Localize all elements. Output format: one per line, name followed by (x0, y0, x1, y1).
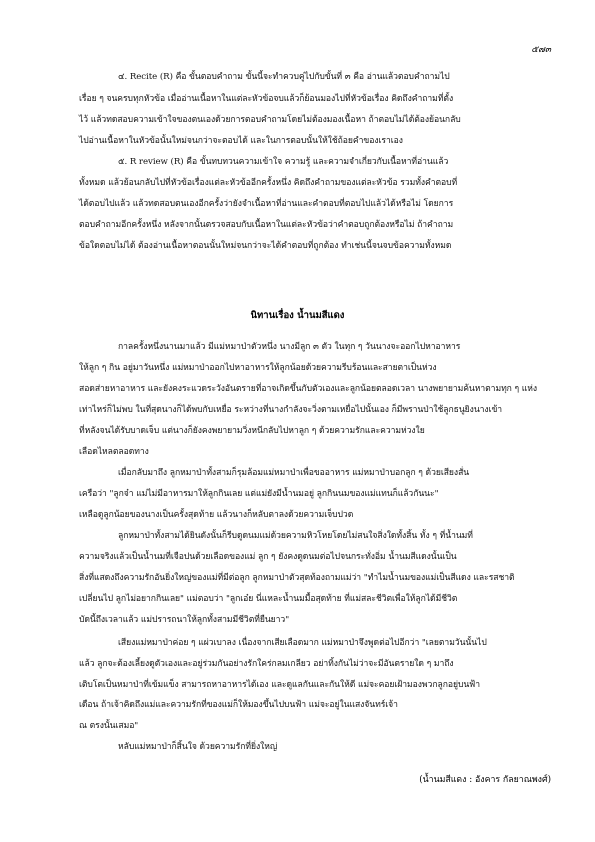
paragraph-line: เติบโตเป็นหมาป่าที่เข้มแข็ง สามารถหาอาหารได้เอง และดูแลกันและกันให้ดี แม่จะคอยเฝ้ามองพวกลูกอยู่บนฟ้า (79, 680, 480, 690)
paragraph-line: ทั้งหมด แล้วย้อนกลับไปที่หัวข้อเรื่องแต่ละหัวข้ออีกครั้งหนึ่ง คิดถึงคำถามของแต่ละหัวข้อ รวมทั้งคำตอบที่ (79, 178, 458, 188)
paragraph-line: เปลี่ยนไป ลูกไม่อยากกินเลย" แม่ตอบว่า "ลูกเอ๋ย นี่แหละน้ำนมมื้อสุดท้าย ที่แม่สละชีวิตเพื่อให้ลูกได้มีชีวิต (79, 594, 458, 604)
story-title: นิทานเรื่อง น้ำนมสีแดง (250, 310, 345, 321)
paragraph-line: ณ ตรงนั้นเสมอ" (79, 721, 139, 731)
paragraph-line: เลือดไหลตลอดทาง (79, 447, 149, 457)
paragraph-line: สิ่งที่แสดงถึงความรักอันยิ่งใหญ่ของแม่ที่มีต่อลูก ลูกหมาป่าตัวสุดท้องถามแม่ว่า "ทำไมน้ำนมของแม่เป็นสีแดง และรสชาติ (79, 573, 515, 583)
paragraph-line: สอดส่ายหาอาหาร และยังคงระแวดระวังอันตรายที่อาจเกิดขึ้นกับตัวเองและลูกน้อยตลอดเวลา นางพยายามค้นหาตามทุก ๆ แห่ง (79, 384, 538, 394)
paragraph-line: เท่าไหร่ก็ไม่พบ ในที่สุดนางก็ได้พบกับเหยื่อ ระหว่างที่นางกำลังจะวิ่งตามเหยื่อไปนั้นเอง ก็มีพรานป่าใช้ลูกธนูยิงนางเข้า (79, 405, 503, 415)
paragraph-line: เสียงแม่หมาป่าค่อย ๆ แผ่วเบาลง เนื่องจากเสียเลือดมาก แม่หมาป่าจึงพูดต่อไปอีกว่า "เลยตามวันนั้นไป (118, 638, 487, 648)
paragraph-line: กาลครั้งหนึ่งนานมาแล้ว มีแม่หมาป่าตัวหนึ่ง นางมีลูก ๓ ตัว ในทุก ๆ วันนางจะออกไปหาอาหาร (118, 342, 461, 352)
paragraph-line: เมื่อกลับมาถึง ลูกหมาป่าทั้งสามก็รุมล้อมแม่หมาป่าเพื่อขออาหาร แม่หมาป่าบอกลูก ๆ ด้วยเสียงสั่น (118, 468, 470, 478)
paragraph-line: ลูกหมาป่าทั้งสามได้ยินดังนั้นก็รีบดูดนมแม่ด้วยความหิวโหยโดยไม่สนใจสิ่งใดทั้งสิ้น ทั้ง ๆ ที่น้ำนมที่ (118, 531, 473, 541)
paragraph-line: ตอบคำถามอีกครั้งหนึ่ง หลังจากนั้นตรวจสอบกับเนื้อหาในแต่ละหัวข้อว่าคำตอบถูกต้องหรือไม่ ถ้าคำถาม (79, 220, 454, 230)
paragraph-line: ได้ตอบไปแล้ว แล้วทดสอบตนเองอีกครั้งว่ายังจำเนื้อหาที่อ่านและคำตอบที่ตอบไปแล้วได้หรือไม่ โดยการ (79, 199, 454, 209)
page-number: ๕๗๓ (531, 45, 551, 55)
paragraph-line: เครือว่า "ลูกจ๋า แม่ไม่มีอาหารมาให้ลูกกินเลย แต่แม่ยังมีน้ำนมอยู่ ลูกกินนมของแม่แทนก็แล้วกันนะ" (79, 489, 439, 499)
paragraph-line: ไปอ่านเนื้อหาในหัวข้อนั้นใหม่จนกว่าจะตอบได้ และในการตอบนั้นให้ใช้ถ้อยคำของเราเอง (79, 136, 403, 146)
paragraph-line: หลับแม่หมาป่าก็สิ้นใจ ด้วยความรักที่ยิ่งใหญ่ (118, 742, 278, 752)
paragraph-line: ข้อใดตอบไม่ได้ ต้องอ่านเนื้อหาตอนนั้นใหม่จนกว่าจะได้คำตอบที่ถูกต้อง ทำเช่นนี้จนจบข้อความทั้งหมด (79, 241, 452, 251)
paragraph-line: เรื่อย ๆ จนครบทุกหัวข้อ เมื่ออ่านเนื้อหาในแต่ละหัวข้อจบแล้วก็ย้อนมองไปที่หัวข้อเรื่อง คิดถึงคำถามที่ตั้ง (79, 94, 454, 104)
paragraph-line: เดือน ถ้าเจ้าคิดถึงแม่และความรักที่ของแม่ก็ให้มองขึ้นไปบนฟ้า แม่จะอยู่ในแสงจันทร์เจ้า (79, 700, 398, 710)
paragraph-line: ให้ลูก ๆ กิน อยู่มาวันหนึ่ง แม่หมาป่าออกไปหาอาหารให้ลูกน้อยด้วยความรีบร้อนและสายตาเป็นห่วง (79, 363, 437, 373)
story-credit: (น้ำนมสีแดง : อังคาร กัลยาณพงศ์) (419, 775, 551, 785)
paragraph-line: บัดนี้ถึงเวลาแล้ว แม่ปรารถนาให้ลูกทั้งสามมีชีวิตที่ยืนยาว" (79, 615, 290, 625)
paragraph-line: เหลือดูลูกน้อยของนางเป็นครั้งสุดท้าย แล้วนางก็หลับตาลงด้วยความเจ็บปวด (79, 510, 354, 520)
paragraph-line: ที่หลังจนได้รับบาดเจ็บ แต่นางก็ยังคงพยายามวิ่งหนีกลับไปหาลูก ๆ ด้วยความรักและความห่วงใย (79, 426, 425, 436)
paragraph-line: แล้ว ลูกจะต้องเลี้ยงดูตัวเองและอยู่ร่วมกันอย่างรักใคร่กลมเกลียว อย่าทิ้งกันไม่ว่าจะมีอันตรายใด ๆ มาถึง (79, 659, 454, 669)
paragraph-line: ๔. Recite (R) คือ ขั้นตอบคำถาม ขั้นนี้จะทำควบคู่ไปกับขั้นที่ ๓ คือ อ่านแล้วตอบคำถามไป (118, 72, 450, 82)
paragraph-line: ไว้ แล้วทดสอบความเข้าใจของตนเองด้วยการตอบคำถามโดยไม่ต้องมองเนื้อหา ถ้าตอบไม่ได้ต้องย้อนกลับ (79, 115, 461, 125)
paragraph-line: ๕. R review (R) คือ ขั้นทบทวนความเข้าใจ ความรู้ และความจำเกี่ยวกับเนื้อหาที่อ่านแล้ว (118, 157, 449, 167)
paragraph-line: ความจริงแล้วเป็นน้ำนมที่เจือปนด้วยเลือดของแม่ ลูก ๆ ยังคงดูดนมต่อไปจนกระทั่งอิ่ม น้ำนมสีแดงนั้นเป็น (79, 552, 457, 562)
